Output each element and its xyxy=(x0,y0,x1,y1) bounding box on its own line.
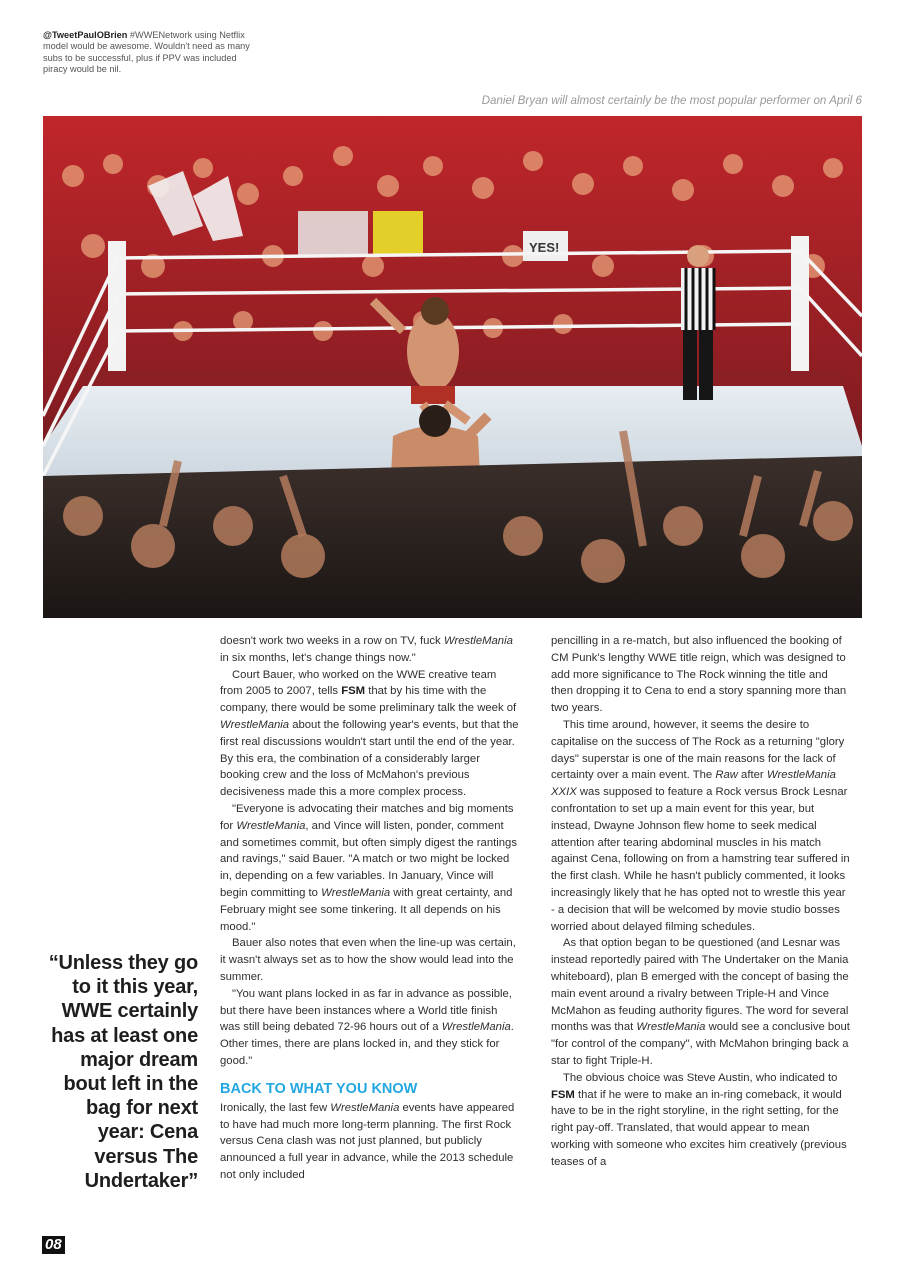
article-column-1 xyxy=(220,633,520,1184)
paragraph: Bauer also notes that even when the line-up was certain, it wasn't always set as to how the show would lead into the summer. xyxy=(220,937,516,983)
paragraph: The obvious choice was Steve Austin, who indicated to FSM that if he were to make an in-ring comeback, it would have to be in the right storyline, in the right setting, for the right pay-off. Translated, that would appear to mean working with someone who excites him creatively (previous teases of a xyxy=(551,1071,847,1168)
paragraph: "Everyone is advocating their matches and big moments for WrestleMania, and Vince will listen, ponder, comment and sometimes commit, but often simply digest the rantings and ravings," said Bauer. "A match or two might be locked in, depending on a few variables. In January, Vince will begin committing to WrestleMania with great certainty, and February might see some tinkering. It all depends on his mood." xyxy=(220,802,517,933)
page-number: 08 xyxy=(42,1236,65,1254)
wrestling-scene-illustration xyxy=(43,116,862,618)
article-column-2 xyxy=(551,633,851,1171)
paragraph: pencilling in a re-match, but also influenced the booking of CM Punk's lengthy WWE title reign, which was designed to add more significance to The Rock winning the title and then dropping it to Cena to end a story spanning more than two years. xyxy=(551,635,847,715)
paragraph: As that option began to be questioned (and Lesnar was instead reportedly paired with The Undertaker on the Mania whiteboard), plan B emerged with the concept of basing the main event around a rivalry between Triple-H and Vince McMahon as feuding authority figures. The word for several months was that WrestleMania would see a conclusive bout "for control of the company", with McMahon bringing back a star to fight Triple-H. xyxy=(551,937,850,1067)
photo-caption: Daniel Bryan will almost certainly be the most popular performer on April 6 xyxy=(481,94,862,107)
paragraph: "You want plans locked in as far in advance as possible, but there have been instances where a World title finish was still being debated 72-96 hours out of a WrestleMania. Other times, there are plans locked in, and they stick for good." xyxy=(220,987,514,1067)
paragraph: doesn't work two weeks in a row on TV, fuck WrestleMania in six months, let's change things now." xyxy=(220,635,513,664)
yes-sign-text: YES! xyxy=(529,240,560,255)
paragraph: This time around, however, it seems the desire to capitalise on the success of The Rock as a returning "glory days" superstar is one of the main reasons for the lack of certainty over a main event. The Raw after WrestleMania XXIX was supposed to feature a Rock versus Brock Lesnar confrontation to set up a main event for this year, but instead, Dwayne Johnson flew home to seek medical attention after tearing abdominal muscles in his match against Cena, following on from a hamstring tear suffered in the first clash. While he hasn't publicly commented, it looks increasingly likely that he has opted not to wrestle this year - a decision that will be welcomed by movie studio bosses worried about delayed filming schedules. xyxy=(551,718,850,933)
yellow-sign xyxy=(373,211,423,256)
tweet-text: #WWENetwork using Netflix model would be awesome. Wouldn't need as many subs to be successful, plus if PPV was included piracy would be nil. xyxy=(43,30,250,75)
paragraph: Ironically, the last few WrestleMania events have appeared to have had much more long-term planning. The first Rock versus Cena clash was not just planned, but publicly announced a full year in advance, while the 2013 schedule not only included xyxy=(220,1101,515,1181)
paragraph: Court Bauer, who worked on the WWE creative team from 2005 to 2007, tells FSM that by his time with the company, there would be some preliminary talk the week of WrestleMania about the following year's events, but that the first real discussions wouldn't start until the end of the year. By this era, the combination of a considerably larger booking crew and the loss of McMahon's previous decisiveness made this a more complex process. xyxy=(220,668,519,799)
section-subheading: BACK TO WHAT YOU KNOW xyxy=(220,1080,418,1097)
tweet-handle: @TweetPaulOBrien xyxy=(43,30,128,40)
fan-sign xyxy=(298,211,368,256)
pull-quote: “Unless they go to it this year, WWE certainly has at least one major dream bout left in the bag for next year: Cena versus The Undertaker” xyxy=(48,952,198,1192)
wrestling-photo xyxy=(43,116,862,618)
tweet-callout xyxy=(43,30,258,76)
